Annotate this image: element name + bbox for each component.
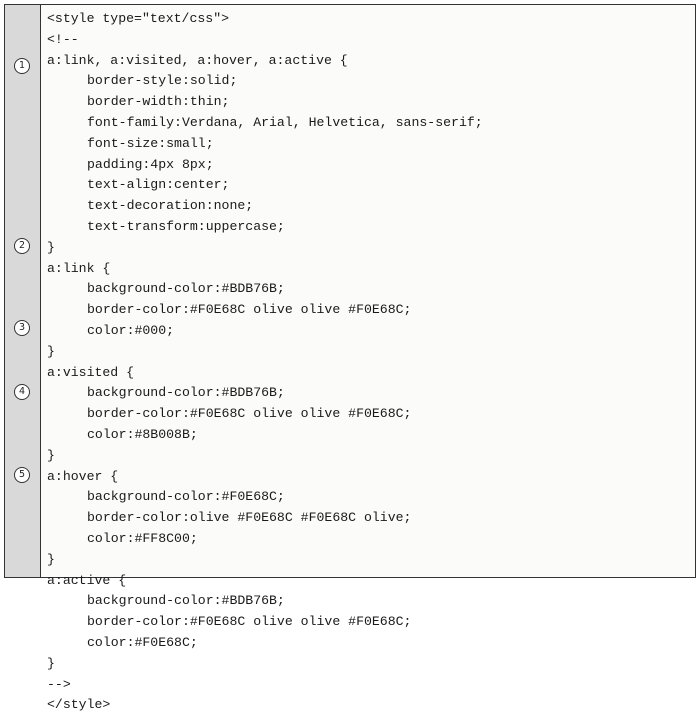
code-line: border-color:#F0E68C olive olive #F0E68C; (87, 302, 412, 318)
code-line: </style> (47, 697, 111, 713)
code-line: border-width:thin; (87, 94, 230, 110)
code-line: border-color:olive #F0E68C #F0E68C olive; (87, 510, 412, 526)
code-line: a:active { (47, 572, 127, 588)
code-line: font-size:small; (87, 135, 214, 151)
code-line: background-color:#BDB76B; (87, 385, 285, 401)
code-line: } (47, 447, 55, 463)
code-line: border-style:solid; (87, 73, 238, 89)
code-line: <style type="text/css"> (47, 11, 230, 26)
code-area (41, 5, 695, 713)
code-line: a:link, a:visited, a:hover, a:active { (47, 52, 348, 68)
marker-5: 5 (14, 467, 30, 483)
marker-1: 1 (14, 58, 30, 74)
code-line: } (47, 655, 55, 671)
code-line: background-color:#F0E68C; (87, 489, 285, 505)
code-listing-figure (4, 4, 696, 713)
code-line: } (47, 343, 55, 359)
code-line: border-color:#F0E68C olive olive #F0E68C; (87, 406, 412, 422)
code-line: border-color:#F0E68C olive olive #F0E68C; (87, 614, 412, 630)
marker-3: 3 (14, 320, 30, 336)
code-line: a:link { (47, 260, 111, 276)
code-lines (41, 5, 695, 716)
code-line: <!-- (47, 31, 79, 47)
marker-2: 2 (14, 238, 30, 254)
code-line: color:#8B008B; (87, 426, 198, 442)
marker-4: 4 (14, 384, 30, 400)
code-line: a:visited { (47, 364, 135, 380)
code-line: background-color:#BDB76B; (87, 593, 285, 609)
code-line: padding:4px 8px; (87, 156, 214, 172)
code-line: color:#FF8C00; (87, 530, 198, 546)
marker-gutter (5, 5, 41, 577)
code-line: --> (47, 676, 71, 692)
code-line: text-align:center; (87, 177, 230, 193)
code-line: text-decoration:none; (87, 198, 254, 214)
code-line: text-transform:uppercase; (87, 218, 285, 234)
code-line: } (47, 551, 55, 567)
code-line: } (47, 239, 55, 255)
code-line: font-family:Verdana, Arial, Helvetica, sans-serif; (87, 114, 483, 130)
code-line: color:#F0E68C; (87, 634, 198, 650)
code-line: a:hover { (47, 468, 119, 484)
code-line: background-color:#BDB76B; (87, 281, 285, 297)
code-line: color:#000; (87, 322, 175, 338)
